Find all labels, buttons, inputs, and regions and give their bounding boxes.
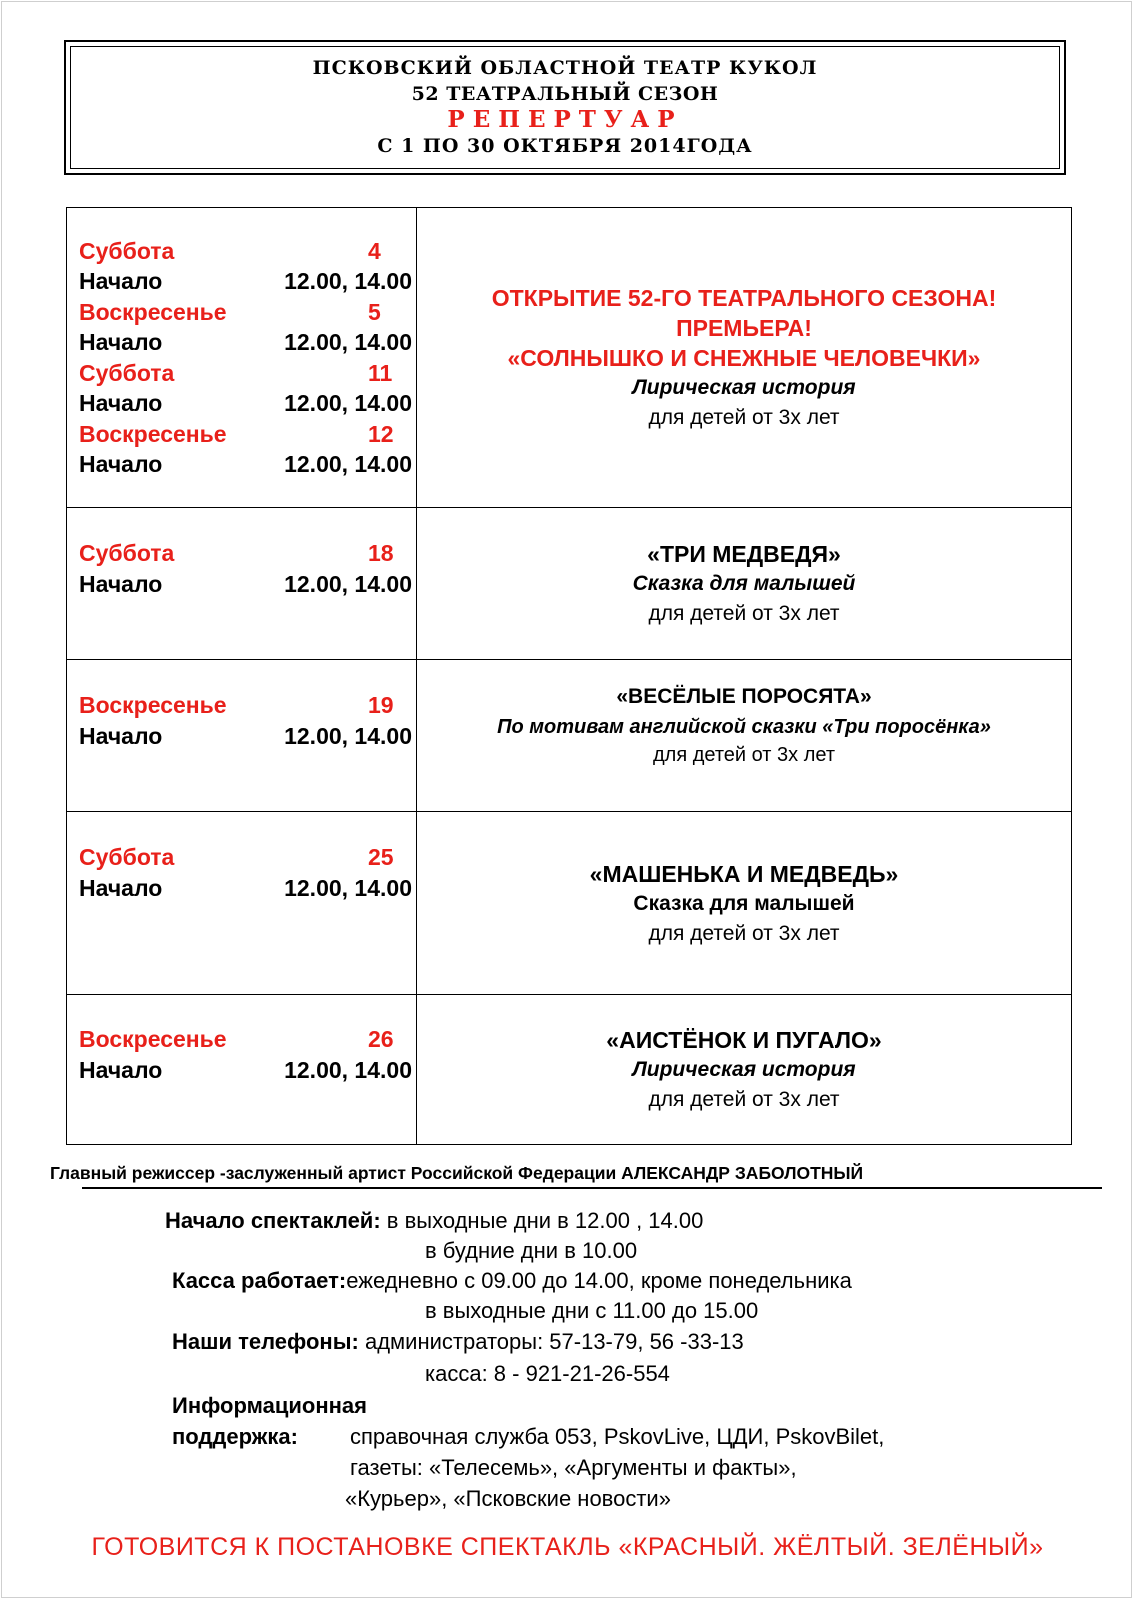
start-label: Начало — [79, 390, 163, 416]
start-label: Начало — [79, 451, 163, 477]
show-age: для детей от 3х лет — [648, 602, 840, 625]
start-label: Начало — [79, 722, 163, 749]
day-name: Воскресенье — [79, 298, 227, 325]
support-line-1: справочная служба 053, PskovLive, ЦДИ, PskovBilet, — [350, 1424, 885, 1449]
support-line-3: «Курьер», «Псковские новости» — [345, 1486, 671, 1511]
theatre-name: ПСКОВСКИЙ ОБЛАСТНОЙ ТЕАТР КУКОЛ — [312, 57, 818, 79]
show-age: для детей от 3х лет — [648, 1088, 840, 1111]
support-line-2: газеты: «Телесемь», «Аргументы и факты», — [350, 1455, 797, 1480]
day-number: 11 — [368, 359, 393, 386]
start-label: Начало — [79, 329, 163, 355]
start-times: 12.00, 14.00 — [284, 451, 412, 477]
show-cell — [417, 508, 1072, 660]
date-range: С 1 ПО 30 ОКТЯБРЯ 2014ГОДА — [377, 135, 753, 157]
day-number: 18 — [368, 540, 394, 566]
start-weekday: в будние дни в 10.00 — [425, 1238, 638, 1263]
show-age: для детей от 3х лет — [648, 921, 840, 945]
show-genre: Лирическая история — [632, 376, 856, 399]
dates-cell — [67, 660, 417, 812]
start-weekend: в выходные дни в 12.00 , 14.00 — [386, 1208, 704, 1233]
day-row — [79, 690, 412, 721]
day-number: 5 — [368, 298, 381, 325]
repertoire-title: РЕПЕРТУАР — [447, 106, 683, 133]
header-box — [64, 40, 1066, 175]
start-label: Начало — [79, 874, 163, 901]
day-name: Суббота — [79, 237, 175, 264]
schedule-table — [66, 207, 1072, 1145]
start-times: 12.00, 14.00 — [284, 874, 412, 901]
table-row — [67, 208, 1072, 508]
start-times: 12.00, 14.00 — [284, 268, 412, 294]
show-cell — [417, 995, 1072, 1145]
day-number: 26 — [368, 1026, 394, 1052]
table-row — [67, 508, 1072, 660]
support-label-1: Информационная — [172, 1393, 368, 1418]
upcoming-show-banner: ГОТОВИТСЯ К ПОСТАНОВКЕ СПЕКТАКЛЬ «КРАСНЫЙ. ЖЁЛТЫЙ. ЗЕЛЁНЫЙ» — [91, 1533, 1044, 1561]
show-title: «АИСТЁНОК И ПУГАЛО» — [606, 1027, 882, 1053]
start-times: 12.00, 14.00 — [284, 570, 412, 597]
start-row — [79, 721, 412, 752]
cashbox-weekend: в выходные дни с 11.00 до 15.00 — [425, 1298, 759, 1323]
start-row — [79, 388, 412, 419]
day-number: 4 — [368, 237, 381, 264]
show-age: для детей от 3х лет — [648, 406, 840, 429]
day-row — [79, 842, 412, 873]
dates-cell — [67, 995, 417, 1145]
day-row — [79, 1024, 412, 1055]
day-row — [79, 419, 412, 450]
day-name: Суббота — [79, 359, 175, 386]
show-genre: По мотивам английской сказки «Три поросёнка» — [497, 716, 991, 738]
cashbox-daily: ежедневно с 09.00 до 14.00, кроме понедельника — [346, 1268, 852, 1293]
cashbox-label: Касса работает: — [172, 1268, 347, 1293]
day-name: Воскресенье — [79, 420, 227, 447]
phones-cashbox: касса: 8 - 921-21-26-554 — [425, 1361, 670, 1386]
day-name: Воскресенье — [79, 692, 227, 718]
day-number: 19 — [368, 692, 394, 718]
phones-label: Наши телефоны: — [172, 1329, 359, 1354]
start-row — [79, 873, 412, 904]
season-title: 52 ТЕАТРАЛЬНЫЙ СЕЗОН — [411, 83, 719, 105]
show-genre: Сказка для малышей — [633, 891, 855, 915]
start-row — [79, 327, 412, 358]
director-underline — [82, 1187, 1102, 1189]
day-name: Суббота — [79, 540, 175, 566]
start-label: Начало — [79, 268, 163, 294]
show-age: для детей от 3х лет — [652, 744, 835, 766]
phones-admin-label: администраторы — [364, 1329, 538, 1354]
show-cell — [417, 208, 1072, 508]
table-row — [67, 660, 1072, 812]
director-text: Главный режиссер -заслуженный артист Российской Федерации АЛЕКСАНДР ЗАБОЛОТНЫЙ — [50, 1163, 864, 1183]
phones-admin: : 57-13-79, 56 -33-13 — [537, 1329, 744, 1354]
dates-cell — [67, 508, 417, 660]
show-title: «МАШЕНЬКА И МЕДВЕДЬ» — [589, 860, 899, 887]
show-cell — [417, 660, 1072, 812]
dates-cell — [67, 812, 417, 995]
premiere-label: ПРЕМЬЕРА! — [676, 315, 812, 341]
day-row — [79, 538, 412, 569]
start-times: 12.00, 14.00 — [284, 722, 412, 749]
day-name: Суббота — [79, 844, 175, 870]
start-row — [79, 1055, 412, 1086]
show-genre: Сказка для малышей — [632, 572, 856, 595]
start-times: 12.00, 14.00 — [284, 1056, 412, 1083]
day-row — [79, 297, 412, 328]
dates-cell — [67, 208, 417, 508]
show-title: «ТРИ МЕДВЕДЯ» — [647, 541, 841, 567]
start-row — [79, 569, 412, 600]
start-times: 12.00, 14.00 — [284, 329, 412, 355]
start-label: Начало — [79, 570, 163, 597]
show-genre: Лирическая история — [632, 1058, 856, 1081]
header-inner — [70, 46, 1060, 169]
day-row — [79, 236, 412, 267]
show-cell — [417, 812, 1072, 995]
table-row — [67, 812, 1072, 995]
show-title: «ВЕСЁЛЫЕ ПОРОСЯТА» — [616, 685, 872, 708]
table-row — [67, 995, 1072, 1145]
show-title: «СОЛНЫШКО И СНЕЖНЫЕ ЧЕЛОВЕЧКИ» — [507, 345, 981, 371]
director-line — [50, 1163, 1090, 1184]
day-name: Воскресенье — [79, 1026, 227, 1052]
day-number: 25 — [368, 844, 394, 870]
day-number: 12 — [368, 420, 394, 447]
start-row — [79, 266, 412, 297]
start-times: 12.00, 14.00 — [284, 390, 412, 416]
season-opening-title: ОТКРЫТИЕ 52-ГО ТЕАТРАЛЬНОГО СЕЗОНА! — [491, 285, 997, 311]
support-label-2: поддержка: — [172, 1424, 298, 1449]
start-row — [79, 449, 412, 480]
start-label: Начало спектаклей: — [165, 1208, 381, 1233]
day-row — [79, 358, 412, 389]
start-label: Начало — [79, 1056, 163, 1083]
